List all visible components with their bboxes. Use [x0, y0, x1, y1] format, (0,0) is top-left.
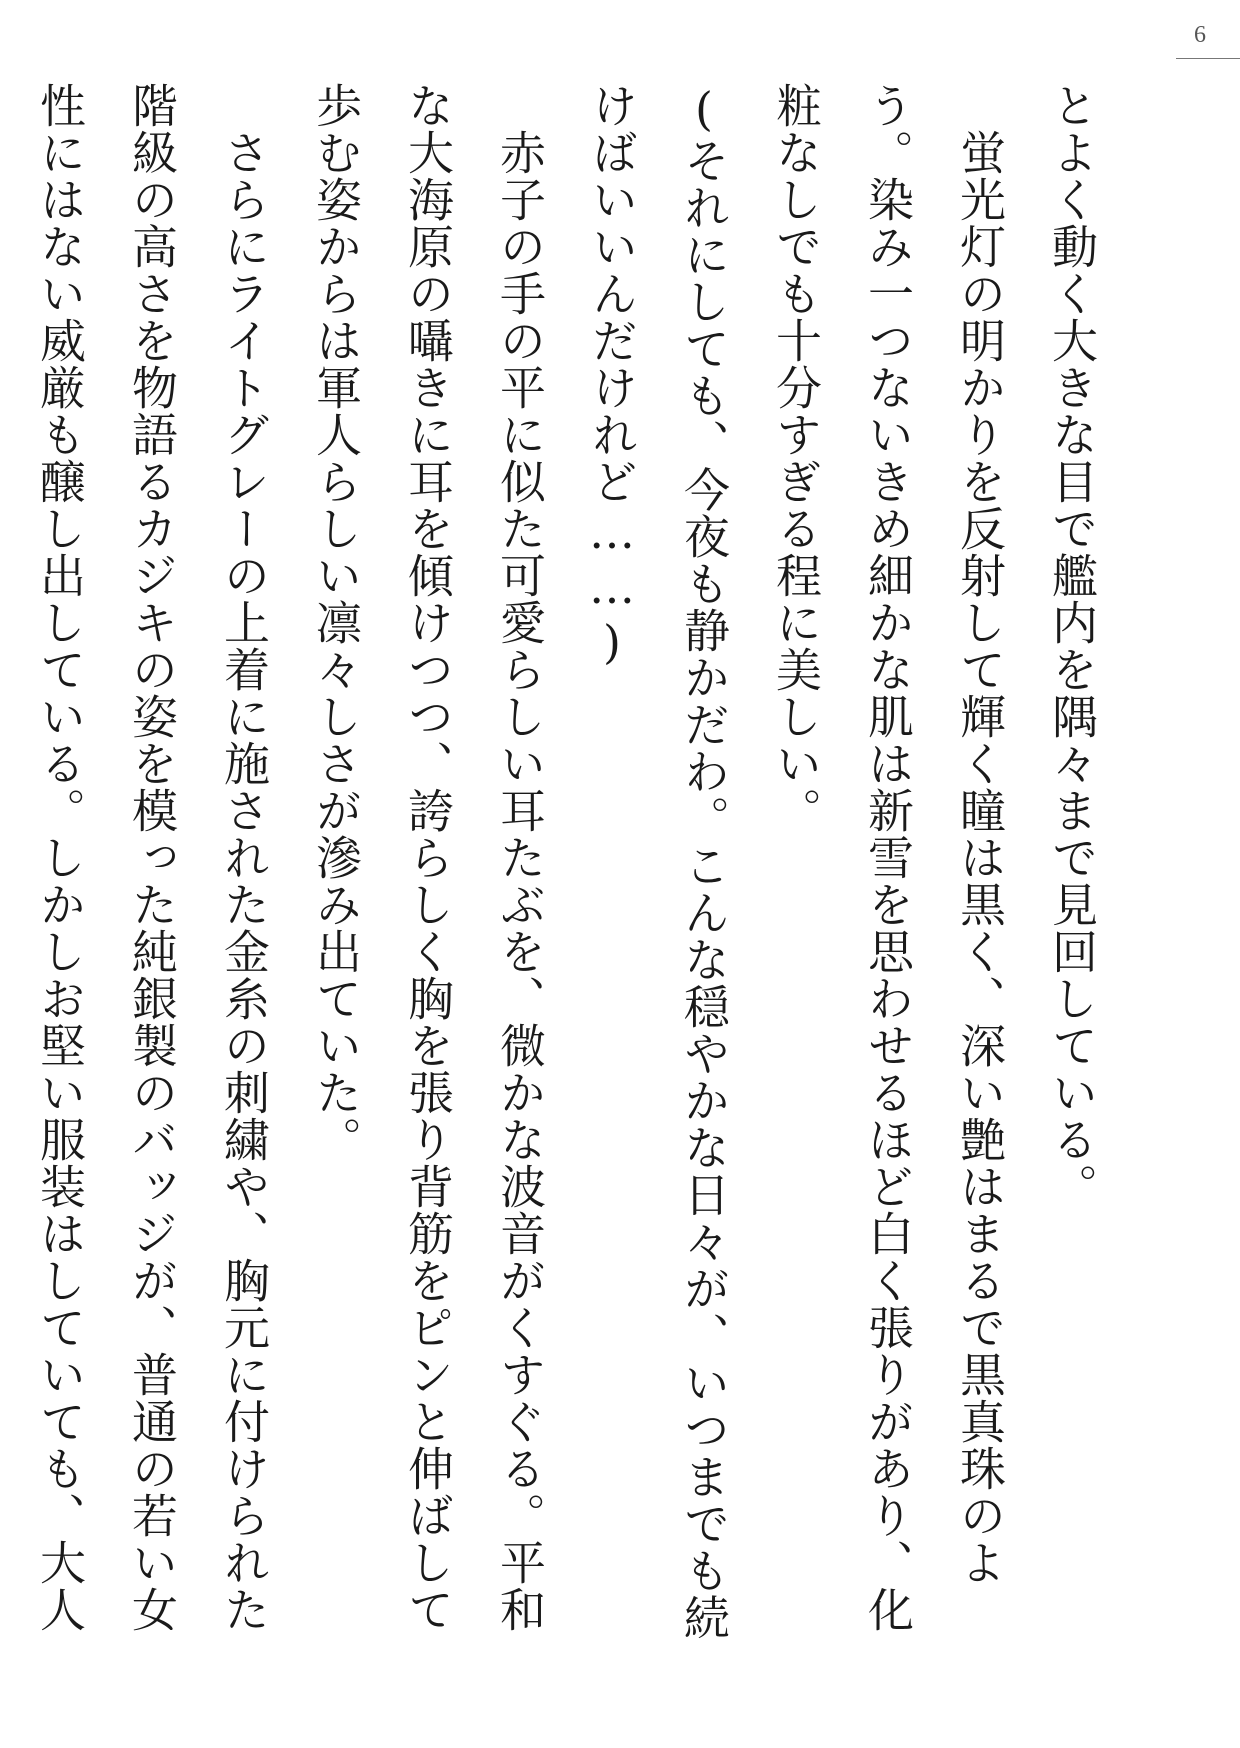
page-number-rule [1176, 58, 1240, 59]
paragraph: (それにしても、今夜も静かだわ。こんな穏やかな日々が、いつまでも続けばいいんだけれど……) [585, 82, 731, 1641]
paragraph: 蛍光灯の明かりを反射して輝く瞳は黒く、深い艶はまるで黒真珠のよう。染み一つないきめ細かな肌は新雪を思わせるほど白く張りがあり、化粧なしでも十分すぎる程に美しい。 [769, 82, 1007, 1633]
paragraph: さらにライトグレーの上着に施された金糸の刺繍や、胸元に付けられた階級の高さを物語るカジキの姿を模った純銀製のバッジが、普通の若い女性にはない威厳も醸し出している。しかしお堅い服装はしていても、大人 [33, 82, 271, 1633]
paragraph: とよく動く大きな目で艦内を隅々まで見回している。 [1045, 82, 1099, 1210]
vertical-body-text [33, 82, 1118, 1642]
page-number: 6 [1194, 22, 1206, 48]
paragraph: 赤子の手の平に似た可愛らしい耳たぶを、微かな波音がくすぐる。平和な大海原の囁きに耳を傾けつつ、誇らしく胸を張り背筋をピンと伸ばして歩む姿からは軍人らしい凛々しさが滲み出ていた。 [309, 82, 547, 1633]
